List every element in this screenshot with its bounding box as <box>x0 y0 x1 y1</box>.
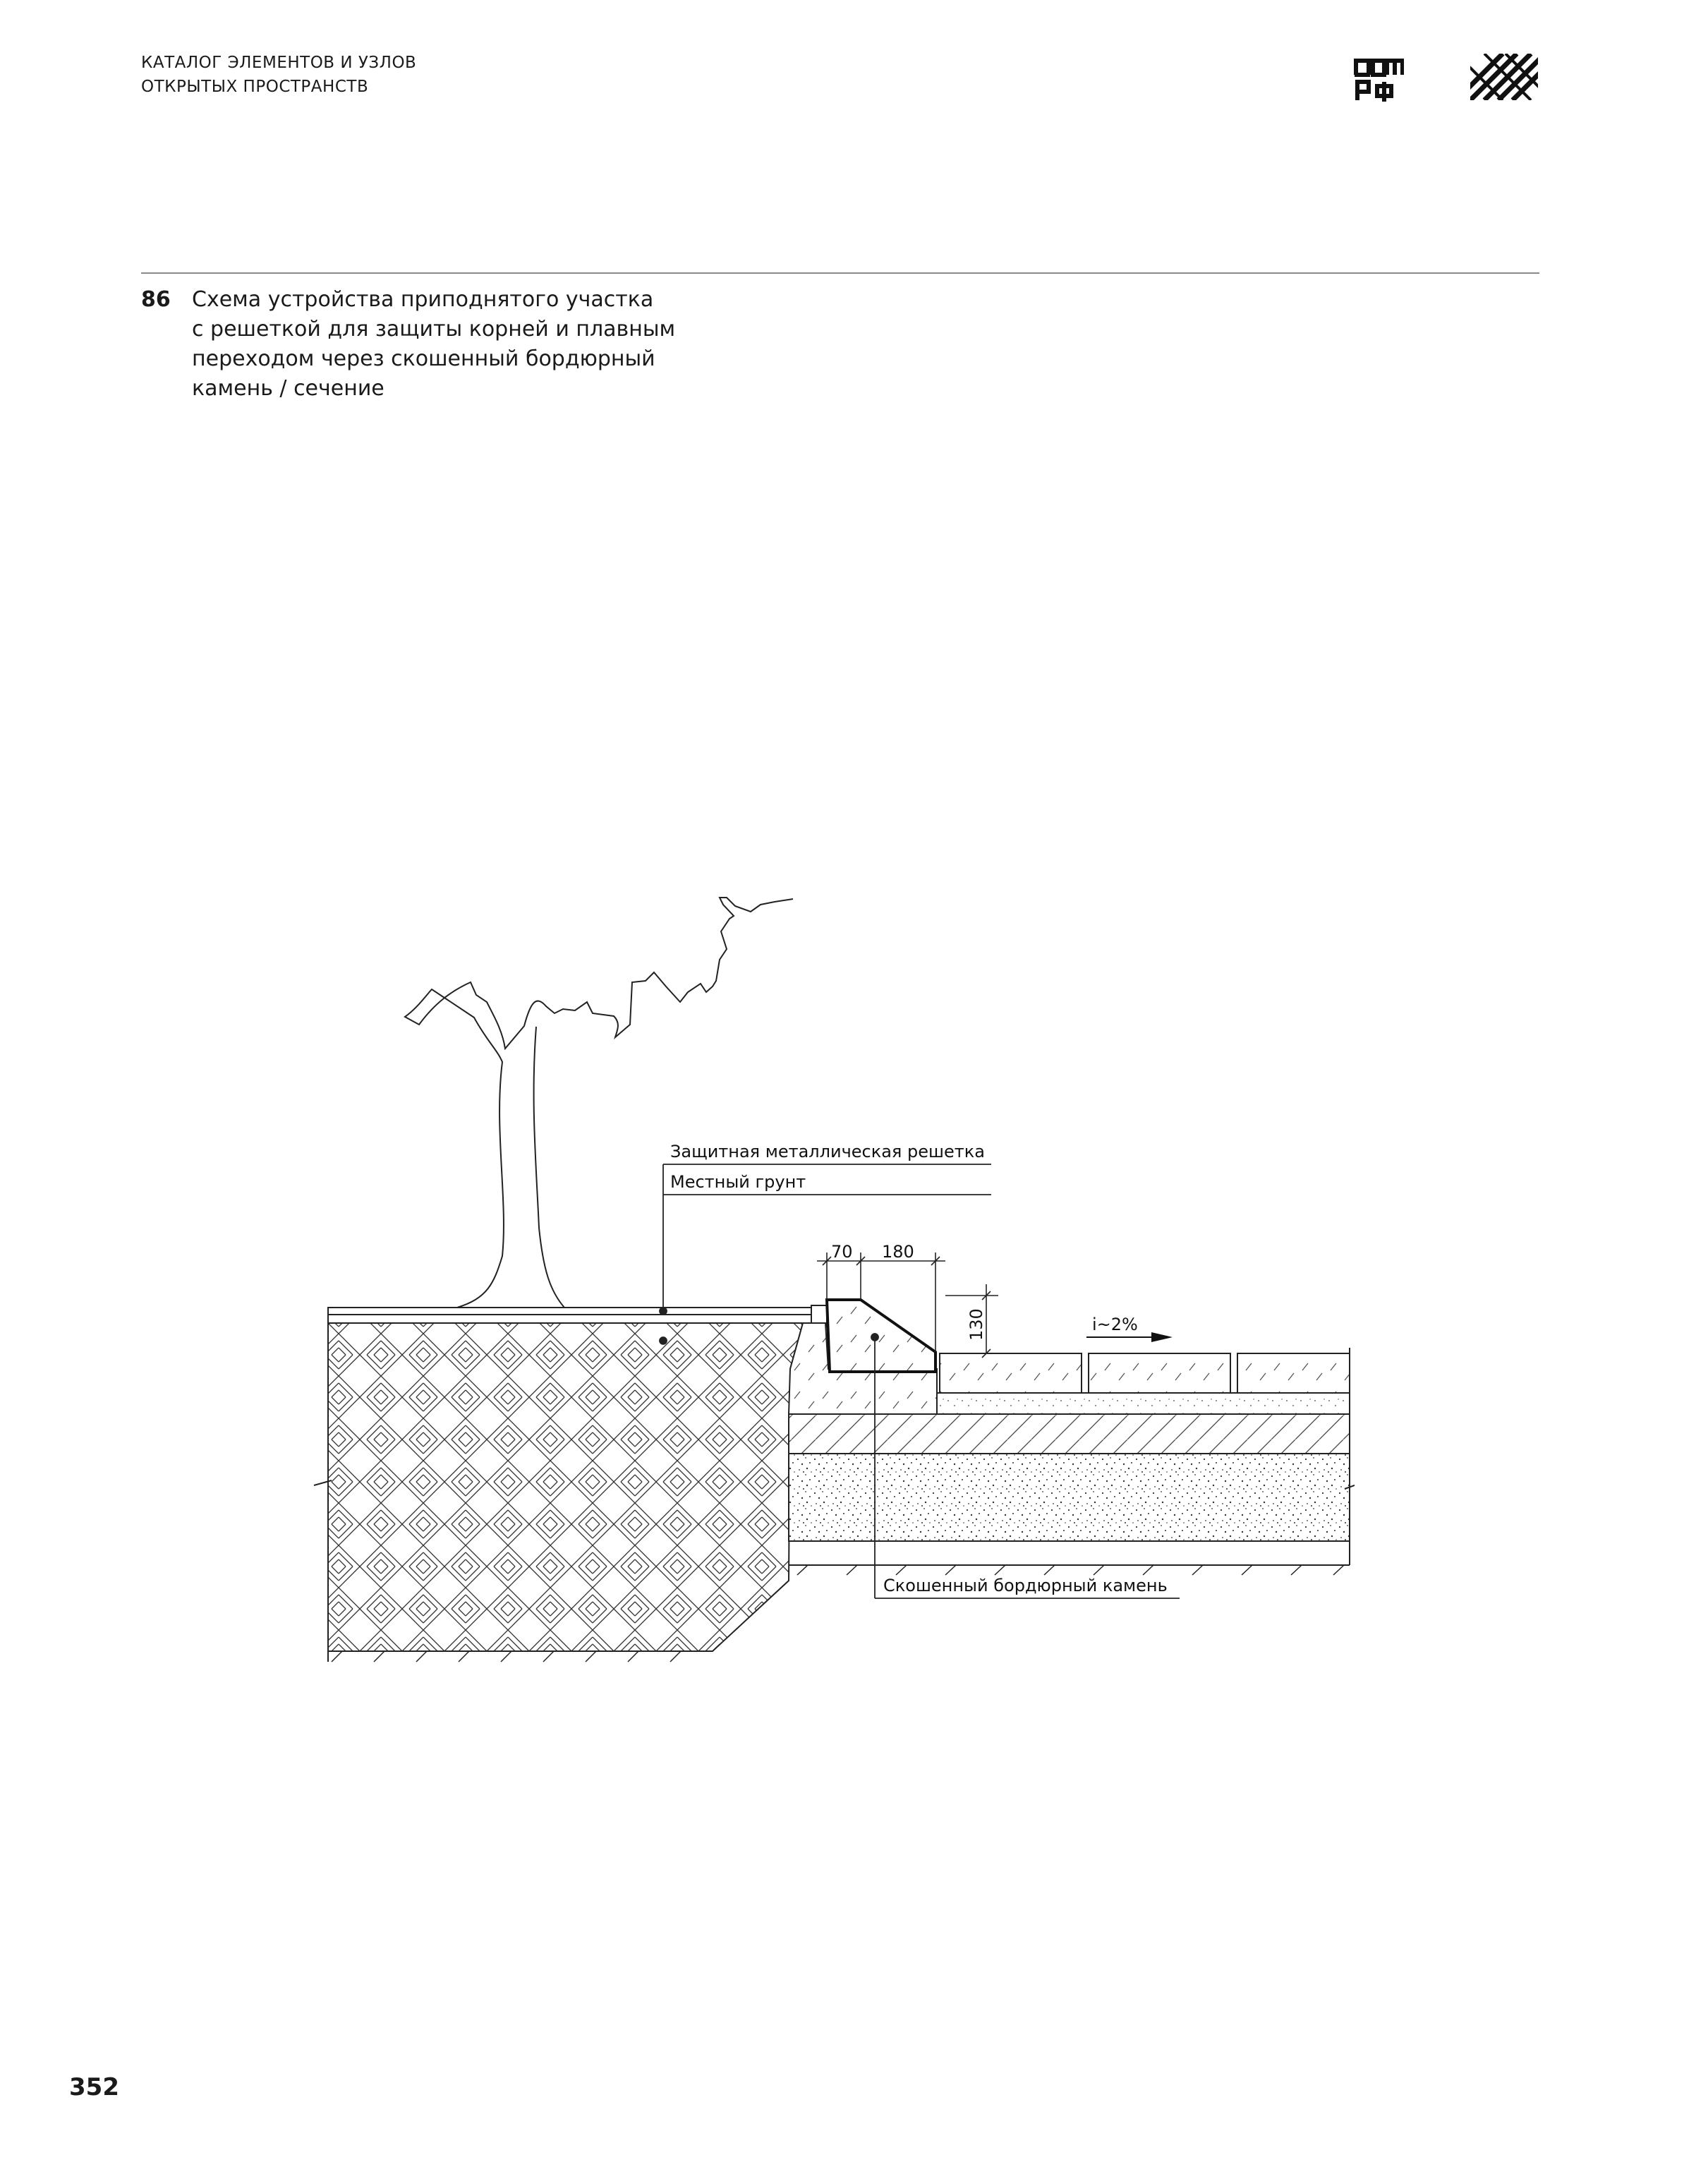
figure-number: 86 <box>141 287 171 312</box>
grate-base <box>328 1315 815 1323</box>
label-soil: Местный грунт <box>670 1172 806 1192</box>
caption-line: с решеткой для защиты корней и плавным <box>192 317 676 342</box>
section-divider <box>141 272 1539 274</box>
sand-bedding-layer <box>937 1393 1350 1414</box>
paving-slab <box>940 1353 1082 1393</box>
section-drawing <box>310 889 1355 1679</box>
dom-rf-logo <box>1353 54 1404 104</box>
paving-slab <box>1237 1353 1350 1393</box>
label-curb: Скошенный бордюрный камень <box>883 1576 1168 1595</box>
slope-label: i~2% <box>1092 1315 1138 1334</box>
metal-grate <box>328 1308 825 1315</box>
dim-70: 70 <box>831 1242 853 1262</box>
crushed-stone-layer <box>789 1454 1350 1541</box>
local-soil <box>328 1323 803 1651</box>
caption-line: переходом через скошенный бордюрный <box>192 346 655 371</box>
tree-outline <box>405 898 793 1308</box>
beveled-curb-stone <box>827 1300 935 1372</box>
paving-slab <box>1089 1353 1230 1393</box>
header-line-2: ОТКРЫТЫХ ПРОСТРАНСТВ <box>141 78 369 96</box>
page-number: 352 <box>69 2073 119 2101</box>
concrete-base-layer <box>789 1414 1350 1454</box>
label-grate: Защитная металлическая решетка <box>670 1142 985 1161</box>
figure-caption <box>192 285 728 404</box>
header-line-1: КАТАЛОГ ЭЛЕМЕНТОВ И УЗЛОВ <box>141 54 417 72</box>
dim-180: 180 <box>882 1242 914 1262</box>
dim-130: 130 <box>967 1308 986 1341</box>
caption-line: камень / сечение <box>192 376 384 401</box>
caption-line: Схема устройства приподнятого участка <box>192 287 654 312</box>
catalog-header <box>141 51 416 99</box>
pattern-logo <box>1470 54 1538 100</box>
